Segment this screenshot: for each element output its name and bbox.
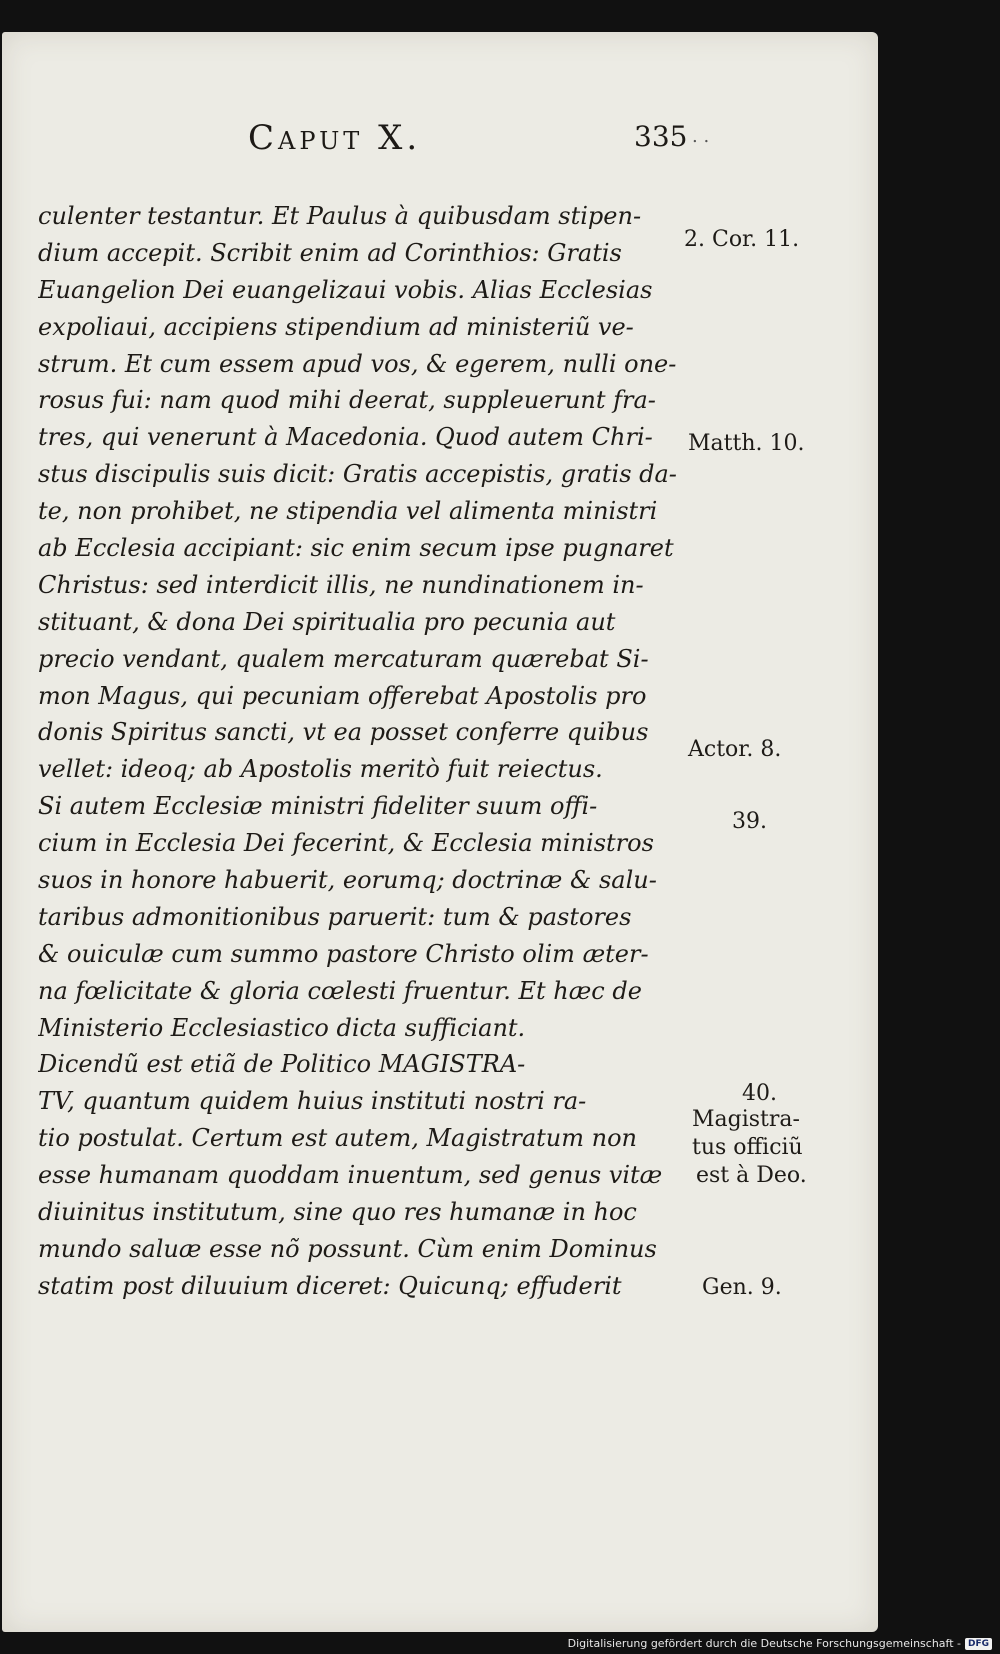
text-line: taribus admonitionibus paruerit: tum & pastores [38,902,632,931]
page-number: 335 [634,120,688,153]
text-line: suos in honore habuerit, eorumq; doctrinæ & salu- [38,866,657,895]
text-line: Christus: sed interdicit illis, ne nundinationem in- [38,570,644,599]
text-line: Si autem Ecclesiæ ministri fideliter suum offi- [38,792,598,821]
book-page [2,32,878,1632]
text-line: dium accepit. Scribit enim ad Corinthios: Gratis [38,238,622,267]
running-head: Caput X. [248,118,422,158]
text-line: tio postulat. Certum est autem, Magistratum non [38,1124,637,1153]
text-line: na fœlicitate & gloria cœlesti fruentur. Et hæc de [38,976,642,1005]
page-header [2,118,878,168]
header-dots: . . [692,126,710,147]
text-line: donis Spiritus sancti, vt ea posset conferre quibus [38,718,649,747]
text-line: Dicendũ est etiã de Politico MAGISTRA- [38,1050,526,1079]
margin-note-gen: Gen. 9. [702,1275,782,1300]
margin-note-magistratus-1: Magistra- [692,1107,800,1132]
text-line: culenter testantur. Et Paulus à quibusdam stipen- [38,202,642,230]
text-line: esse humanam quoddam inuentum, sed genus vitæ [38,1161,663,1190]
margin-note-actor: Actor. 8. [688,737,782,762]
text-line: & ouiculæ cum summo pastore Christo olim æter- [38,939,649,968]
margin-note-magistratus-3: est à Deo. [696,1163,807,1188]
text-line: stus discipulis suis dicit: Gratis accepistis, gratis da- [38,460,677,489]
text-line: statim post diluuium diceret: Quicunq; effuderit [38,1271,622,1300]
dfg-logo: DFG [965,1638,992,1650]
text-line: strum. Et cum essem apud vos, & egerem, nulli one- [38,349,677,378]
text-line: mon Magus, qui pecuniam offerebat Apostolis pro [38,681,647,710]
main-text [38,198,694,1305]
margin-note-39: 39. [732,809,767,834]
text-line: vellet: ideoq; ab Apostolis meritò fuit reiectus. [38,755,603,784]
text-line: te, non prohibet, ne stipendia vel alimenta ministri [38,497,658,526]
text-line: Euangelion Dei euangelizaui vobis. Alias Ecclesias [38,275,653,304]
margin-note-magistratus-2: tus officiũ [692,1135,803,1160]
text-line: ab Ecclesia accipiant: sic enim secum ipse pugnaret [38,534,674,563]
margin-note-cor: 2. Cor. 11. [684,227,800,252]
digitization-credit [568,1637,992,1650]
text-line: diuinitus institutum, sine quo res humanæ in hoc [38,1198,637,1227]
text-line: tres, qui venerunt à Macedonia. Quod autem Chri- [38,423,653,452]
text-line: TV, quantum quidem huius instituti nostri ra- [38,1087,587,1116]
text-line: rosus fui: nam quod mihi deerat, suppleuerunt fra- [38,386,656,415]
margin-note-matth: Matth. 10. [688,431,805,456]
text-line: Ministerio Ecclesiastico dicta sufficiant. [38,1013,526,1042]
text-line: mundo saluæ esse nõ possunt. Cùm enim Dominus [38,1234,657,1263]
text-line: cium in Ecclesia Dei fecerint, & Ecclesia ministros [38,829,654,858]
text-line: stituant, & dona Dei spiritualia pro pecunia aut [38,607,616,636]
text-line: expoliaui, accipiens stipendium ad ministeriũ ve- [38,312,634,341]
text-line: precio vendant, qualem mercaturam quærebat Si- [38,644,649,673]
credit-text: Digitalisierung gefördert durch die Deutsche Forschungsgemeinschaft - [567,1637,961,1650]
margin-note-40: 40. [742,1081,777,1106]
